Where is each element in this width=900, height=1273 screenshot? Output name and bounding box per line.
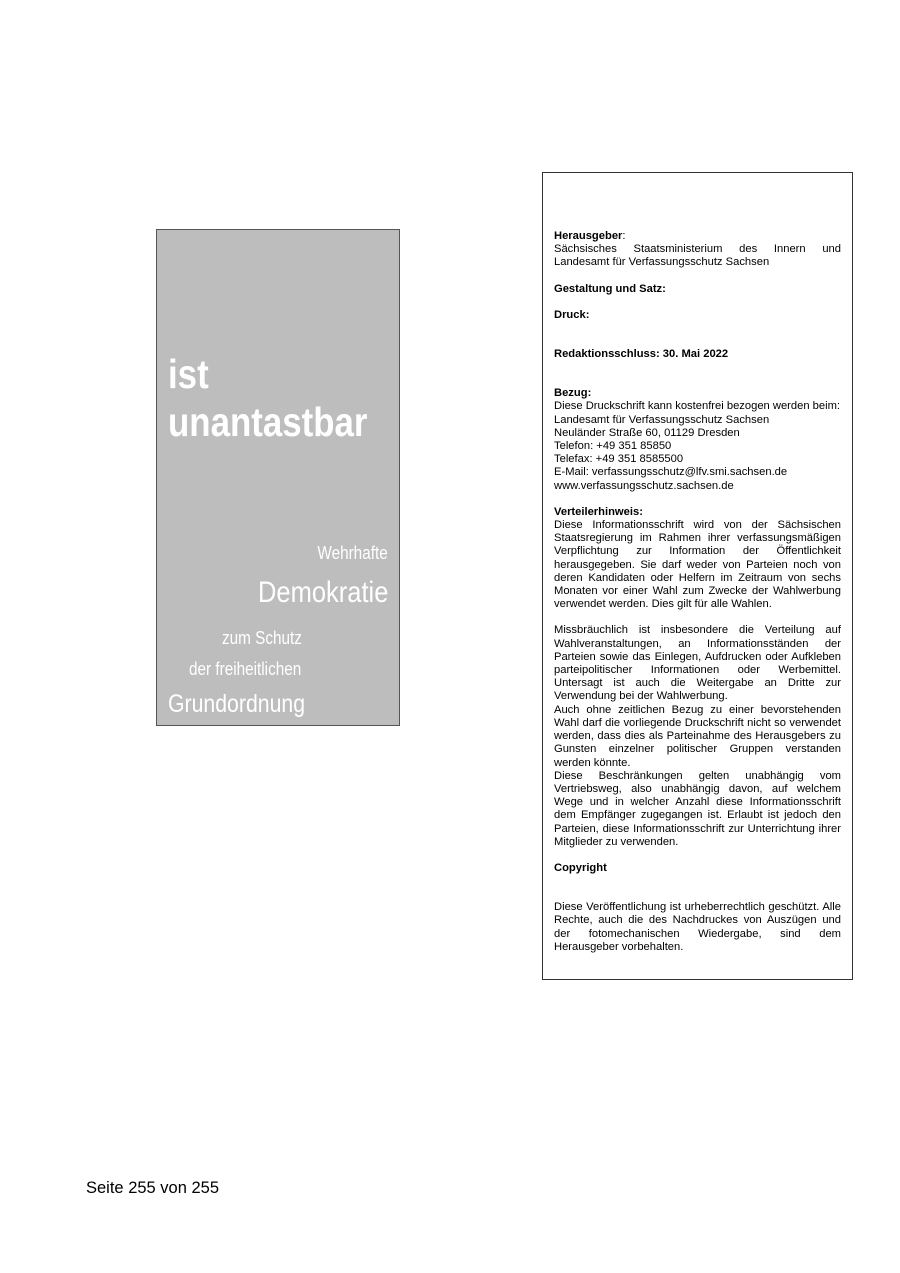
cover-freiheitlichen: der freiheitlichen xyxy=(189,659,302,679)
herausgeber-heading xyxy=(554,230,841,243)
cover-grundordnung: Grundordnung xyxy=(168,690,306,718)
missbrauch-text-2: Auch ohne zeitlichen Bezug zu einer bevorstehenden Wahl darf die vorliegende Druckschrift nicht so verwendet werden, dass dies als Parteinahme des Herausgebers zu Gunsten einzelner politischer Gruppen verstanden werden könnte. xyxy=(554,703,841,769)
bezug-line: Landesamt für Verfassungsschutz Sachsen xyxy=(554,413,770,426)
druck-label: Druck: xyxy=(554,308,590,321)
cover-demokratie: Demokratie xyxy=(257,576,388,609)
bezug-email: E-Mail: verfassungsschutz@lfv.smi.sachsen.de xyxy=(554,466,788,479)
herausgeber-label: Herausgeber xyxy=(554,230,623,242)
missbrauch-text-1: Missbräuchlich ist insbesondere die Verteilung auf Wahlveranstaltungen, an Informationsständen der Parteien sowie das Einlegen, Aufdrucken oder Aufkleben parteipolitischer Informationen oder Werbemittel. Untersagt ist auch die Weitergabe an Dritte zur Verwendung bei der Wahlwerbung. xyxy=(554,624,841,703)
redaktionsschluss: Redaktionsschluss: 30. Mai 2022 xyxy=(554,348,729,361)
gestaltung-label: Gestaltung und Satz: xyxy=(554,282,666,295)
cover-zum-schutz: zum Schutz xyxy=(222,628,302,648)
bezug-line: Telefax: +49 351 8585500 xyxy=(554,453,684,466)
missbrauch-text-3: Diese Beschränkungen gelten unabhängig vom Vertriebsweg, also unabhängig davon, auf welchem Wege und in welcher Anzahl diese Informationsschrift dem Empfänger zugegangen ist. Erlaubt ist jedoch den Parteien, diese Informationsschrift zur Unterrichtung ihrer Mitglieder zu verwenden. xyxy=(554,769,841,848)
page-number: Seite 255 von 255 xyxy=(86,1179,220,1197)
verteiler-label: Verteilerhinweis: xyxy=(554,505,643,518)
bezug-line: Neuländer Straße 60, 01129 Dresden xyxy=(554,426,740,439)
headline-line-2: unantastbar xyxy=(168,399,368,445)
herausgeber-text: Sächsisches Staatsministerium des Innern und Landesamt für Verfassungsschutz Sachsen xyxy=(554,243,841,269)
bezug-website: www.verfassungsschutz.sachsen.de xyxy=(554,479,734,492)
cover-wehrhafte: Wehrhafte xyxy=(317,543,388,563)
cover-headline xyxy=(168,350,367,446)
imprint-box xyxy=(542,172,853,980)
bezug-label: Bezug: xyxy=(554,387,592,400)
bezug-line: Diese Druckschrift kann kostenfrei bezogen werden beim: xyxy=(554,400,841,413)
bezug-line: Telefon: +49 351 85850 xyxy=(554,440,672,453)
copyright-label: Copyright xyxy=(554,861,607,874)
herausgeber-colon: : xyxy=(622,230,626,242)
headline-line-1: ist xyxy=(168,351,209,397)
cover-panel xyxy=(156,229,400,726)
copyright-text: Diese Veröffentlichung ist urheberrechtlich geschützt. Alle Rechte, auch die des Nachdruckes von Auszügen und der fotomechanischen Wiedergabe, sind dem Herausgeber vorbehalten. xyxy=(554,901,841,953)
verteiler-text: Diese Informationsschrift wird von der Sächsischen Staatsregierung im Rahmen ihrer verfassungsmäßigen Verpflichtung zur Information der Öffentlichkeit herausgegeben. Sie darf weder von Parteien noch von deren Kandidaten oder Helfern im Zeitraum von sechs Monaten vor einer Wahl zum Zwecke der Wahlwerbung verwendet werden. Dies gilt für alle Wahlen. xyxy=(554,519,841,611)
